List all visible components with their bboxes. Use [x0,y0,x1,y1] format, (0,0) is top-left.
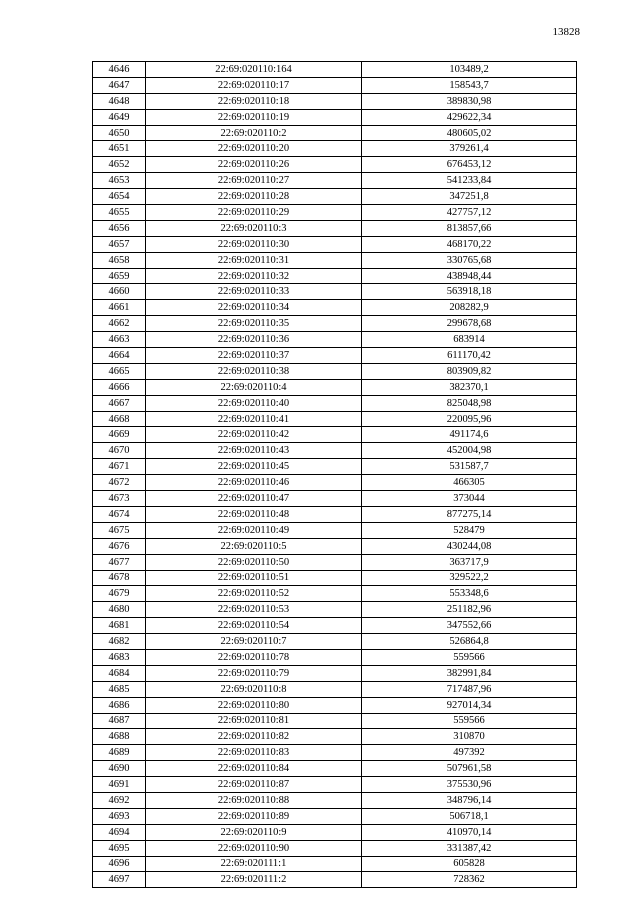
row-number-cell: 4671 [93,459,146,475]
row-number-cell: 4660 [93,284,146,300]
row-number-cell: 4662 [93,316,146,332]
cadastral-value-cell: 438948,44 [362,268,577,284]
table-row [93,777,577,793]
table-row [93,443,577,459]
table-row [93,840,577,856]
row-number-cell: 4657 [93,236,146,252]
cadastral-value-cell: 927014,34 [362,697,577,713]
cadastral-number-cell: 22:69:020110:7 [146,634,362,650]
cadastral-number-cell: 22:69:020110:48 [146,506,362,522]
row-number-cell: 4650 [93,125,146,141]
cadastral-value-cell: 497392 [362,745,577,761]
cadastral-number-cell: 22:69:020110:8 [146,681,362,697]
row-number-cell: 4684 [93,665,146,681]
row-number-cell: 4648 [93,93,146,109]
row-number-cell: 4675 [93,522,146,538]
cadastral-number-cell: 22:69:020110:34 [146,300,362,316]
cadastral-value-cell: 528479 [362,522,577,538]
cadastral-number-cell: 22:69:020110:78 [146,649,362,665]
row-number-cell: 4664 [93,348,146,364]
cadastral-value-cell: 559566 [362,649,577,665]
table-row [93,348,577,364]
row-number-cell: 4670 [93,443,146,459]
cadastral-number-cell: 22:69:020110:33 [146,284,362,300]
row-number-cell: 4677 [93,554,146,570]
row-number-cell: 4667 [93,395,146,411]
cadastral-value-cell: 382370,1 [362,379,577,395]
cadastral-value-cell: 430244,08 [362,538,577,554]
cadastral-value-cell: 347552,66 [362,618,577,634]
cadastral-number-cell: 22:69:020110:88 [146,792,362,808]
cadastral-number-cell: 22:69:020110:40 [146,395,362,411]
table-row [93,427,577,443]
cadastral-value-cell: 803909,82 [362,363,577,379]
row-number-cell: 4696 [93,856,146,872]
cadastral-number-cell: 22:69:020110:27 [146,173,362,189]
row-number-cell: 4693 [93,808,146,824]
table-row [93,252,577,268]
cadastral-number-cell: 22:69:020111:2 [146,872,362,888]
cadastral-number-cell: 22:69:020110:20 [146,141,362,157]
row-number-cell: 4697 [93,872,146,888]
cadastral-value-cell: 363717,9 [362,554,577,570]
cadastral-number-cell: 22:69:020110:84 [146,761,362,777]
cadastral-value-cell: 683914 [362,332,577,348]
row-number-cell: 4678 [93,570,146,586]
table-row [93,379,577,395]
cadastral-number-cell: 22:69:020110:49 [146,522,362,538]
page-number: 13828 [552,26,580,38]
cadastral-value-cell: 813857,66 [362,220,577,236]
cadastral-number-cell: 22:69:020110:9 [146,824,362,840]
row-number-cell: 4686 [93,697,146,713]
row-number-cell: 4656 [93,220,146,236]
cadastral-value-cell: 220095,96 [362,411,577,427]
cadastral-number-cell: 22:69:020110:30 [146,236,362,252]
table-row [93,697,577,713]
table-row [93,205,577,221]
cadastral-number-cell: 22:69:020110:80 [146,697,362,713]
row-number-cell: 4679 [93,586,146,602]
cadastral-number-cell: 22:69:020110:54 [146,618,362,634]
row-number-cell: 4663 [93,332,146,348]
row-number-cell: 4649 [93,109,146,125]
cadastral-number-cell: 22:69:020111:1 [146,856,362,872]
cadastral-value-cell: 553348,6 [362,586,577,602]
table-row [93,93,577,109]
cadastral-value-cell: 429622,34 [362,109,577,125]
cadastral-value-cell: 559566 [362,713,577,729]
table-row [93,745,577,761]
table-row [93,649,577,665]
cadastral-value-cell: 468170,22 [362,236,577,252]
cadastral-number-cell: 22:69:020110:42 [146,427,362,443]
cadastral-value-cell: 506718,1 [362,808,577,824]
cadastral-number-cell: 22:69:020110:37 [146,348,362,364]
row-number-cell: 4668 [93,411,146,427]
cadastral-number-cell: 22:69:020110:29 [146,205,362,221]
table-row [93,713,577,729]
cadastral-value-cell: 507961,58 [362,761,577,777]
row-number-cell: 4655 [93,205,146,221]
cadastral-value-cell: 158543,7 [362,77,577,93]
table-row [93,491,577,507]
cadastral-number-cell: 22:69:020110:164 [146,62,362,78]
cadastral-value-cell: 427757,12 [362,205,577,221]
table-row [93,522,577,538]
cadastral-value-cell: 717487,96 [362,681,577,697]
cadastral-value-cell: 348796,14 [362,792,577,808]
cadastral-number-cell: 22:69:020110:90 [146,840,362,856]
table-row [93,316,577,332]
table-row [93,681,577,697]
row-number-cell: 4672 [93,475,146,491]
row-number-cell: 4676 [93,538,146,554]
cadastral-number-cell: 22:69:020110:83 [146,745,362,761]
cadastral-number-cell: 22:69:020110:45 [146,459,362,475]
table-row [93,300,577,316]
cadastral-value-cell: 373044 [362,491,577,507]
table-row [93,141,577,157]
table-row [93,634,577,650]
cadastral-value-cell: 541233,84 [362,173,577,189]
table-row [93,824,577,840]
cadastral-value-cell: 410970,14 [362,824,577,840]
table-row [93,475,577,491]
table-row [93,236,577,252]
cadastral-value-cell: 103489,2 [362,62,577,78]
row-number-cell: 4690 [93,761,146,777]
cadastral-value-cell: 605828 [362,856,577,872]
table-row [93,602,577,618]
cadastral-number-cell: 22:69:020110:5 [146,538,362,554]
cadastral-number-cell: 22:69:020110:87 [146,777,362,793]
cadastral-value-cell: 251182,96 [362,602,577,618]
cadastral-number-cell: 22:69:020110:19 [146,109,362,125]
row-number-cell: 4646 [93,62,146,78]
row-number-cell: 4659 [93,268,146,284]
table-row [93,665,577,681]
cadastral-value-cell: 379261,4 [362,141,577,157]
cadastral-number-cell: 22:69:020110:4 [146,379,362,395]
table-row [93,125,577,141]
row-number-cell: 4691 [93,777,146,793]
table-row [93,77,577,93]
row-number-cell: 4674 [93,506,146,522]
row-number-cell: 4665 [93,363,146,379]
table-row [93,570,577,586]
row-number-cell: 4653 [93,173,146,189]
cadastral-value-cell: 299678,68 [362,316,577,332]
table-row [93,872,577,888]
table-row [93,220,577,236]
table-row [93,856,577,872]
cadastral-value-cell: 330765,68 [362,252,577,268]
table-row [93,173,577,189]
cadastral-value-table [92,61,577,888]
cadastral-value-cell: 452004,98 [362,443,577,459]
row-number-cell: 4652 [93,157,146,173]
table-row [93,808,577,824]
cadastral-number-cell: 22:69:020110:35 [146,316,362,332]
cadastral-number-cell: 22:69:020110:46 [146,475,362,491]
cadastral-value-cell: 466305 [362,475,577,491]
row-number-cell: 4673 [93,491,146,507]
cadastral-number-cell: 22:69:020110:28 [146,189,362,205]
cadastral-number-cell: 22:69:020110:32 [146,268,362,284]
cadastral-value-cell: 877275,14 [362,506,577,522]
row-number-cell: 4687 [93,713,146,729]
cadastral-number-cell: 22:69:020110:2 [146,125,362,141]
table-row [93,761,577,777]
row-number-cell: 4681 [93,618,146,634]
table-row [93,284,577,300]
cadastral-number-cell: 22:69:020110:43 [146,443,362,459]
row-number-cell: 4669 [93,427,146,443]
table-row [93,506,577,522]
table-row [93,157,577,173]
row-number-cell: 4688 [93,729,146,745]
cadastral-number-cell: 22:69:020110:89 [146,808,362,824]
table-row [93,538,577,554]
row-number-cell: 4680 [93,602,146,618]
row-number-cell: 4694 [93,824,146,840]
row-number-cell: 4661 [93,300,146,316]
table-row [93,554,577,570]
cadastral-number-cell: 22:69:020110:36 [146,332,362,348]
cadastral-number-cell: 22:69:020110:38 [146,363,362,379]
table-row [93,395,577,411]
cadastral-value-cell: 480605,02 [362,125,577,141]
row-number-cell: 4689 [93,745,146,761]
table-row [93,268,577,284]
cadastral-number-cell: 22:69:020110:26 [146,157,362,173]
cadastral-value-cell: 611170,42 [362,348,577,364]
cadastral-number-cell: 22:69:020110:41 [146,411,362,427]
cadastral-value-cell: 389830,98 [362,93,577,109]
row-number-cell: 4647 [93,77,146,93]
cadastral-number-cell: 22:69:020110:17 [146,77,362,93]
cadastral-value-cell: 347251,8 [362,189,577,205]
cadastral-value-cell: 526864,8 [362,634,577,650]
table-row [93,332,577,348]
table-row [93,729,577,745]
cadastral-value-cell: 382991,84 [362,665,577,681]
cadastral-number-cell: 22:69:020110:53 [146,602,362,618]
cadastral-number-cell: 22:69:020110:82 [146,729,362,745]
table-row [93,459,577,475]
row-number-cell: 4695 [93,840,146,856]
table-row [93,363,577,379]
cadastral-value-cell: 728362 [362,872,577,888]
table-row [93,62,577,78]
cadastral-number-cell: 22:69:020110:51 [146,570,362,586]
table-row [93,189,577,205]
table-row [93,411,577,427]
row-number-cell: 4658 [93,252,146,268]
cadastral-value-cell: 208282,9 [362,300,577,316]
table-row [93,618,577,634]
cadastral-number-cell: 22:69:020110:18 [146,93,362,109]
cadastral-number-cell: 22:69:020110:50 [146,554,362,570]
cadastral-number-cell: 22:69:020110:47 [146,491,362,507]
cadastral-value-cell: 310870 [362,729,577,745]
row-number-cell: 4685 [93,681,146,697]
cadastral-number-cell: 22:69:020110:3 [146,220,362,236]
cadastral-value-cell: 531587,7 [362,459,577,475]
row-number-cell: 4682 [93,634,146,650]
row-number-cell: 4666 [93,379,146,395]
table-row [93,109,577,125]
row-number-cell: 4651 [93,141,146,157]
cadastral-value-cell: 491174,6 [362,427,577,443]
cadastral-number-cell: 22:69:020110:81 [146,713,362,729]
row-number-cell: 4692 [93,792,146,808]
cadastral-value-cell: 825048,98 [362,395,577,411]
cadastral-number-cell: 22:69:020110:31 [146,252,362,268]
cadastral-value-cell: 375530,96 [362,777,577,793]
cadastral-number-cell: 22:69:020110:52 [146,586,362,602]
table-row [93,586,577,602]
row-number-cell: 4683 [93,649,146,665]
cadastral-value-cell: 331387,42 [362,840,577,856]
cadastral-value-cell: 329522,2 [362,570,577,586]
cadastral-number-cell: 22:69:020110:79 [146,665,362,681]
cadastral-value-cell: 676453,12 [362,157,577,173]
cadastral-value-cell: 563918,18 [362,284,577,300]
table-row [93,792,577,808]
table-body [93,62,577,888]
row-number-cell: 4654 [93,189,146,205]
